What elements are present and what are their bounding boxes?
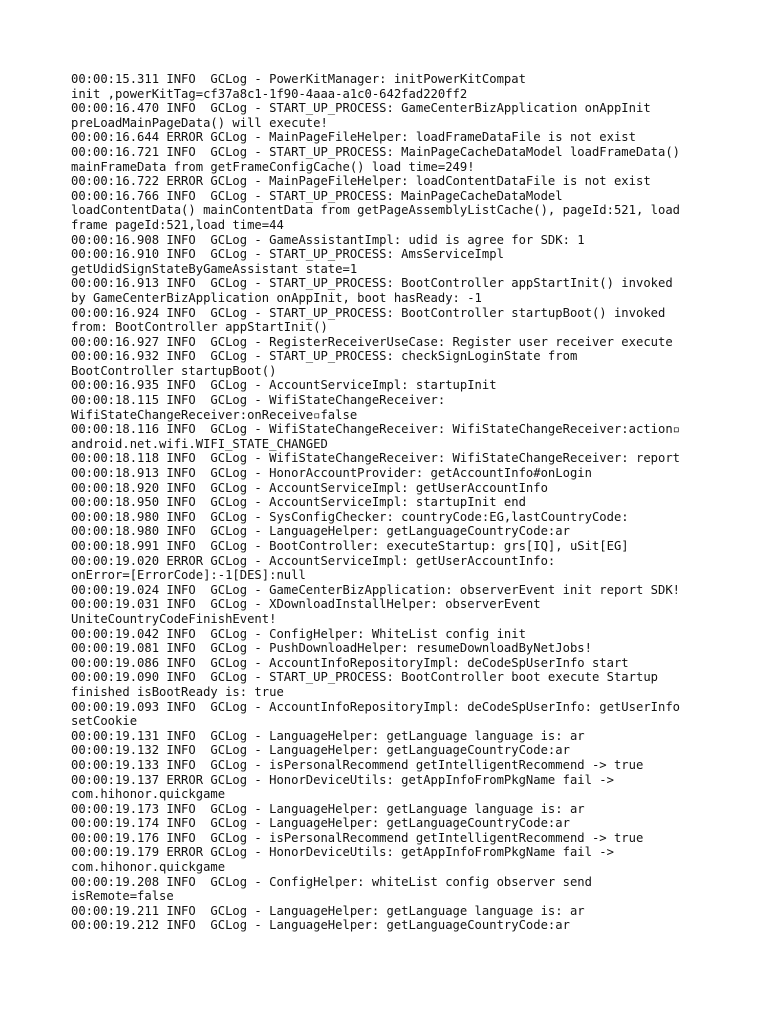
log-line: preLoadMainPageData() will execute! [71,115,328,130]
log-line: BootController startupBoot() [71,363,277,378]
log-line: 00:00:16.927 INFO GCLog - RegisterReceiverUseCase: Register user receiver execute [71,334,673,349]
log-line: 00:00:16.924 INFO GCLog - START_UP_PROCESS: BootController startupBoot() invoked [71,305,666,320]
log-line: by GameCenterBizApplication onAppInit, boot hasReady: -1 [71,290,482,305]
log-line: 00:00:19.020 ERROR GCLog - AccountServiceImpl: getUserAccountInfo: [71,553,556,568]
log-line: getUdidSignStateByGameAssistant state=1 [71,261,358,276]
log-line: finished isBootReady is: true [71,684,284,699]
log-line: mainFrameData from getFrameConfigCache() load time=249! [71,159,475,174]
log-line: 00:00:19.211 INFO GCLog - LanguageHelper: getLanguage language is: ar [71,903,585,918]
log-line: 00:00:19.042 INFO GCLog - ConfigHelper: WhiteList config init [71,626,526,641]
log-line: 00:00:19.176 INFO GCLog - isPersonalRecommend getIntelligentRecommend -> true [71,830,644,845]
log-line: frame pageId:521,load time=44 [71,217,284,232]
log-line: 00:00:16.935 INFO GCLog - AccountServiceImpl: startupInit [71,378,497,393]
log-line: 00:00:19.133 INFO GCLog - isPersonalRecommend getIntelligentRecommend -> true [71,757,644,772]
log-line: loadContentData() mainContentData from getPageAssemblyListCache(), pageId:521, load [71,203,681,218]
log-line: WifiStateChangeReceiver:onReceive▫false [71,407,358,422]
log-line: 00:00:19.174 INFO GCLog - LanguageHelper: getLanguageCountryCode:ar [71,816,570,831]
log-line: 00:00:18.913 INFO GCLog - HonorAccountProvider: getAccountInfo#onLogin [71,466,592,481]
log-line: 00:00:18.950 INFO GCLog - AccountServiceImpl: startupInit end [71,495,526,510]
log-line: 00:00:19.208 INFO GCLog - ConfigHelper: whiteList config observer send [71,874,592,889]
log-line: 00:00:16.932 INFO GCLog - START_UP_PROCESS: checkSignLoginState from [71,349,578,364]
log-line: 00:00:18.118 INFO GCLog - WifiStateChangeReceiver: WifiStateChangeReceiver: report [71,451,681,466]
log-line: 00:00:19.086 INFO GCLog - AccountInfoRepositoryImpl: deCodeSpUserInfo start [71,655,629,670]
log-line: isRemote=false [71,889,174,904]
log-line: 00:00:19.179 ERROR GCLog - HonorDeviceUtils: getAppInfoFromPkgName fail -> [71,845,614,860]
log-line: 00:00:19.173 INFO GCLog - LanguageHelper: getLanguage language is: ar [71,801,585,816]
log-line: 00:00:19.031 INFO GCLog - XDownloadInstallHelper: observerEvent [71,597,541,612]
log-line: 00:00:19.093 INFO GCLog - AccountInfoRepositoryImpl: deCodeSpUserInfo: getUserInfo [71,699,681,714]
log-line: 00:00:19.131 INFO GCLog - LanguageHelper: getLanguage language is: ar [71,728,585,743]
log-line: 00:00:16.910 INFO GCLog - START_UP_PROCESS: AmsServiceImpl [71,247,504,262]
log-line: UniteCountryCodeFinishEvent! [71,611,277,626]
log-line: 00:00:16.470 INFO GCLog - START_UP_PROCESS: GameCenterBizApplication onAppInit [71,101,651,116]
log-line: 00:00:18.115 INFO GCLog - WifiStateChangeReceiver: [71,393,446,408]
log-line: 00:00:16.908 INFO GCLog - GameAssistantImpl: udid is agree for SDK: 1 [71,232,585,247]
log-line: setCookie [71,714,138,729]
log-line: 00:00:19.132 INFO GCLog - LanguageHelper: getLanguageCountryCode:ar [71,743,570,758]
log-line: 00:00:16.722 ERROR GCLog - MainPageFileHelper: loadContentDataFile is not exist [71,174,651,189]
log-line: 00:00:19.212 INFO GCLog - LanguageHelper: getLanguageCountryCode:ar [71,918,570,933]
log-line: 00:00:18.920 INFO GCLog - AccountServiceImpl: getUserAccountInfo [71,480,548,495]
log-line: onError=[ErrorCode]:-1[DES]:null [71,568,306,583]
log-line: android.net.wifi.WIFI_STATE_CHANGED [71,436,328,451]
log-line: 00:00:16.721 INFO GCLog - START_UP_PROCESS: MainPageCacheDataModel loadFrameData() [71,144,681,159]
log-line: 00:00:19.081 INFO GCLog - PushDownloadHelper: resumeDownloadByNetJobs! [71,641,592,656]
log-line: com.hihonor.quickgame [71,860,226,875]
log-line: 00:00:15.311 INFO GCLog - PowerKitManager: initPowerKitCompat [71,72,526,86]
log-line: 00:00:19.090 INFO GCLog - START_UP_PROCESS: BootController boot execute Startup [71,670,658,685]
log-document [71,72,711,933]
log-line: 00:00:16.644 ERROR GCLog - MainPageFileHelper: loadFrameDataFile is not exist [71,130,636,145]
log-line: 00:00:16.913 INFO GCLog - START_UP_PROCESS: BootController appStartInit() invoked [71,276,673,291]
log-line: 00:00:19.024 INFO GCLog - GameCenterBizApplication: observerEvent init report SDK! [71,582,681,597]
log-line: 00:00:18.980 INFO GCLog - SysConfigChecker: countryCode:EG,lastCountryCode: [71,509,629,524]
log-line: 00:00:19.137 ERROR GCLog - HonorDeviceUtils: getAppInfoFromPkgName fail -> [71,772,614,787]
log-line: com.hihonor.quickgame [71,787,226,802]
log-line: 00:00:16.766 INFO GCLog - START_UP_PROCESS: MainPageCacheDataModel [71,188,563,203]
log-line: 00:00:18.991 INFO GCLog - BootController: executeStartup: grs[IQ], uSit[EG] [71,539,629,553]
log-line: from: BootController appStartInit() [71,320,328,335]
log-line: 00:00:18.116 INFO GCLog - WifiStateChangeReceiver: WifiStateChangeReceiver:action▫ [71,422,681,437]
log-line: init ,powerKitTag=cf37a8c1-1f90-4aaa-a1c0-642fad220ff2 [71,86,468,101]
log-line: 00:00:18.980 INFO GCLog - LanguageHelper: getLanguageCountryCode:ar [71,524,570,539]
